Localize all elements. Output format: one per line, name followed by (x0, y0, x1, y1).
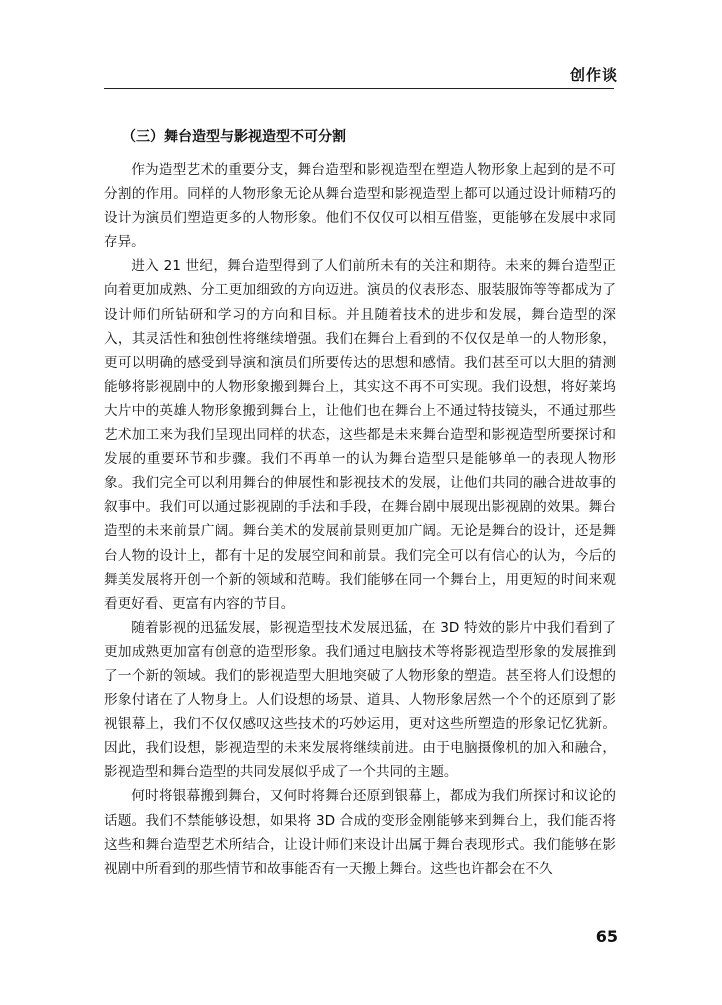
paragraph: 作为造型艺术的重要分支，舞台造型和影视造型在塑造人物形象上起到的是不可分割的作用。同样的人物形象无论从舞台造型和影视造型上都可以通过设计师精巧的设计为演员们塑造更多的人物形象。他们不仅仅可以相互借鉴，更能够在发展中求同存异。 (104, 162, 616, 251)
page-number: 65 (595, 927, 618, 946)
paragraph: 何时将银幕搬到舞台，又何时将舞台还原到银幕上，都成为我们所探讨和议论的话题。我们不禁能够设想，如果将 3D 合成的变形金刚能够来到舞台上，我们能否将这些和舞台造型艺术所结合，让设计师们来设计出属于舞台表现形式。我们能够在影视剧中所看到的那些情节和故事能否有一天搬上舞台。这些也许都会在不久 (104, 788, 616, 877)
paragraph: 随着影视的迅猛发展，影视造型技术发展迅猛，在 3D 特效的影片中我们看到了更加成熟更加富有创意的造型形象。我们通过电脑技术等将影视造型形象的发展推到了一个新的领域。我们的影视造型大胆地突破了人物形象的塑造。甚至将人们设想的形象付诸在了人物身上。人们设想的场景、道具、人物形象居然一个个的还原到了影视银幕上，我们不仅仅感叹这些技术的巧妙运用，更对这些所塑造的形象记忆犹新。因此，我们设想，影视造型的未来发展将继续前进。由于电脑摄像机的加入和融合，影视造型和舞台造型的共同发展似乎成了一个共同的主题。 (104, 619, 616, 781)
running-head: 创作谈 (569, 66, 618, 84)
paragraph: 进入 21 世纪，舞台造型得到了人们前所未有的关注和期待。未来的舞台造型正向着更加成熟、分工更加细致的方向迈进。演员的仪表形态、服装服饰等等都成为了设计师们所钻研和学习的方向和目标。并且随着技术的进步和发展，舞台造型的深入，其灵活性和独创性将继续增强。我们在舞台上看到的不仅仅是单一的人物形象，更可以明确的感受到导演和演员们所要传达的思想和感情。我们甚至可以大胆的猜测能够将影视剧中的人物形象搬到舞台上，其实这不再不可实现。我们设想，将好莱坞大片中的英雄人物形象搬到舞台上，让他们也在舞台上不通过特技镜头，不通过那些艺术加工来为我们呈现出同样的状态，这些都是未来舞台造型和影视造型所要探讨和发展的重要环节和步骤。我们不再单一的认为舞台造型只是能够单一的表现人物形象。我们完全可以利用舞台的伸展性和影视技术的发展，让他们共同的融合进故事的叙事中。我们可以通过影视剧的手法和手段，在舞台剧中展现出影视剧的效果。舞台造型的未来前景广阔。舞台美术的发展前景则更加广阔。无论是舞台的设计，还是舞台人物的设计上，都有十足的发展空间和前景。我们完全可以有信心的认为，今后的舞美发展将开创一个新的领域和范畴。我们能够在同一个舞台上，用更短的时间来观看更好看、更富有内容的节目。 (104, 258, 616, 612)
section-title: （三）舞台造型与影视造型不可分割 (122, 129, 346, 145)
header-rule (104, 88, 614, 89)
body-text (104, 158, 616, 881)
